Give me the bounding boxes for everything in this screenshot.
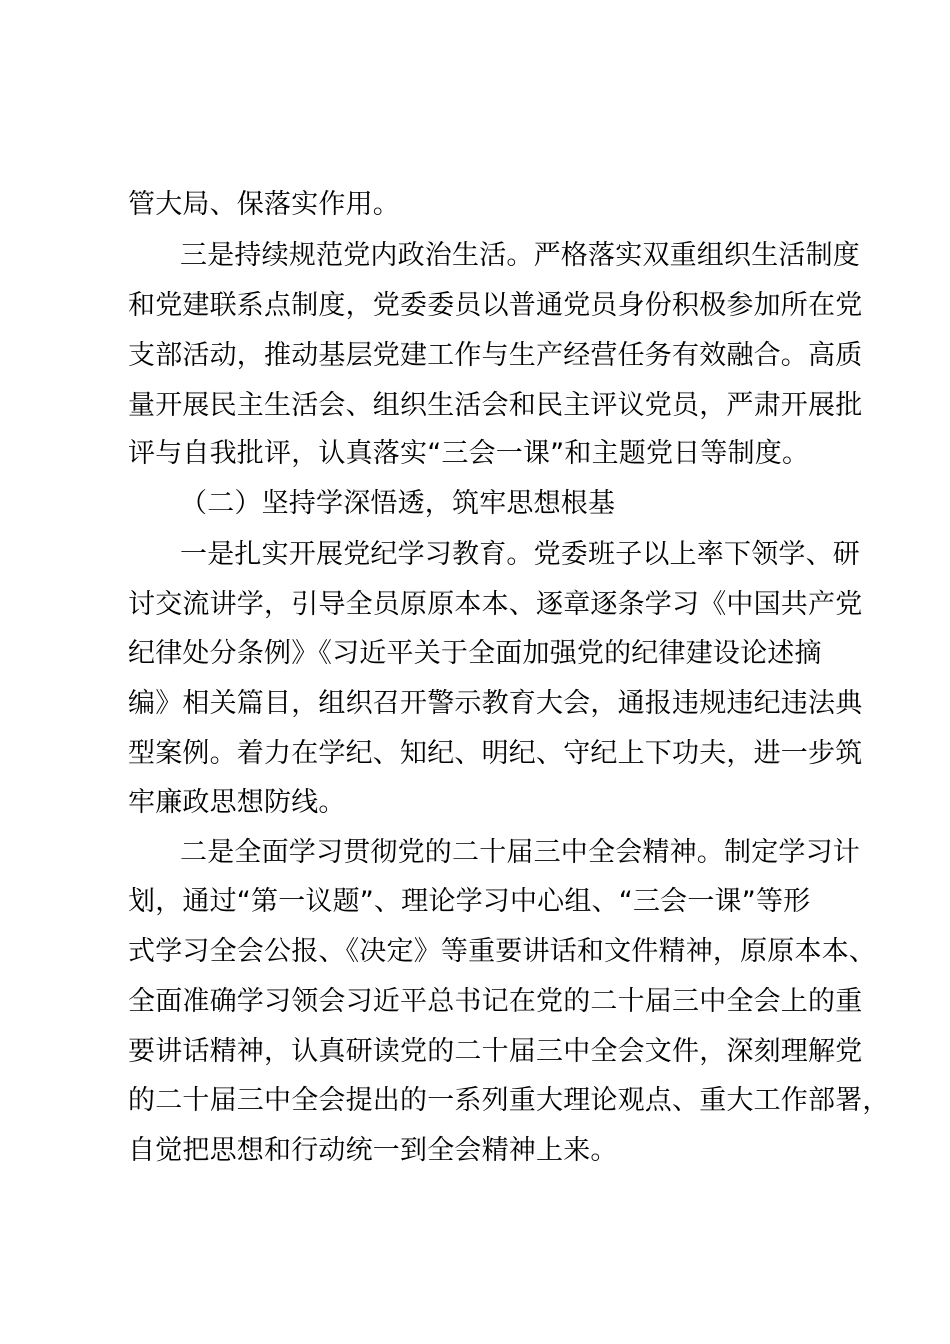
text-line: 评与自我批评，认真落实“三会一课”和主题党日等制度。 xyxy=(128,438,810,469)
text-line: 全面准确学习领会习近平总书记在党的二十届三中全会上的重 xyxy=(128,986,863,1017)
text-line: 和党建联系点制度，党委委员以普通党员身份积极参加所在党 xyxy=(128,290,863,321)
text-line: 纪律处分条例》《习近平关于全面加强党的纪律建设论述摘 xyxy=(128,638,822,669)
text-line: 划，通过“第一议题”、理论学习中心组、“三会一课”等形 xyxy=(128,886,811,917)
text-line: 量开展民主生活会、组织生活会和民主评议党员，严肃开展批 xyxy=(128,390,863,421)
text-line: 牢廉政思想防线。 xyxy=(128,787,346,818)
text-line: 三是持续规范党内政治生活。严格落实双重组织生活制度 xyxy=(180,240,860,271)
text-line: 支部活动，推动基层党建工作与生产经营任务有效融合。高质 xyxy=(128,340,863,371)
text-line: 自觉把思想和行动统一到全会精神上来。 xyxy=(128,1135,618,1166)
text-line: 型案例。着力在学纪、知纪、明纪、守纪上下功夫，进一步筑 xyxy=(128,738,863,769)
text-line: 管大局、保落实作用。 xyxy=(128,189,400,220)
text-line: 一是扎实开展党纪学习教育。党委班子以上率下领学、研 xyxy=(180,539,860,570)
text-line: 的二十届三中全会提出的一系列重大理论观点、重大工作部署， xyxy=(128,1085,890,1116)
text-line: 式学习全会公报、《决定》等重要讲话和文件精神，原原本本、 xyxy=(128,936,877,967)
text-line: 编》相关篇目，组织召开警示教育大会，通报违规违纪违法典 xyxy=(128,688,863,719)
section-heading: （二）坚持学深悟透，筑牢思想根基 xyxy=(180,488,616,519)
text-line: 讨交流讲学，引导全员原原本本、逐章逐条学习《中国共产党 xyxy=(128,589,863,620)
text-line: 二是全面学习贯彻党的二十届三中全会精神。制定学习计 xyxy=(180,837,860,868)
text-line: 要讲话精神，认真研读党的二十届三中全会文件，深刻理解党 xyxy=(128,1036,863,1067)
